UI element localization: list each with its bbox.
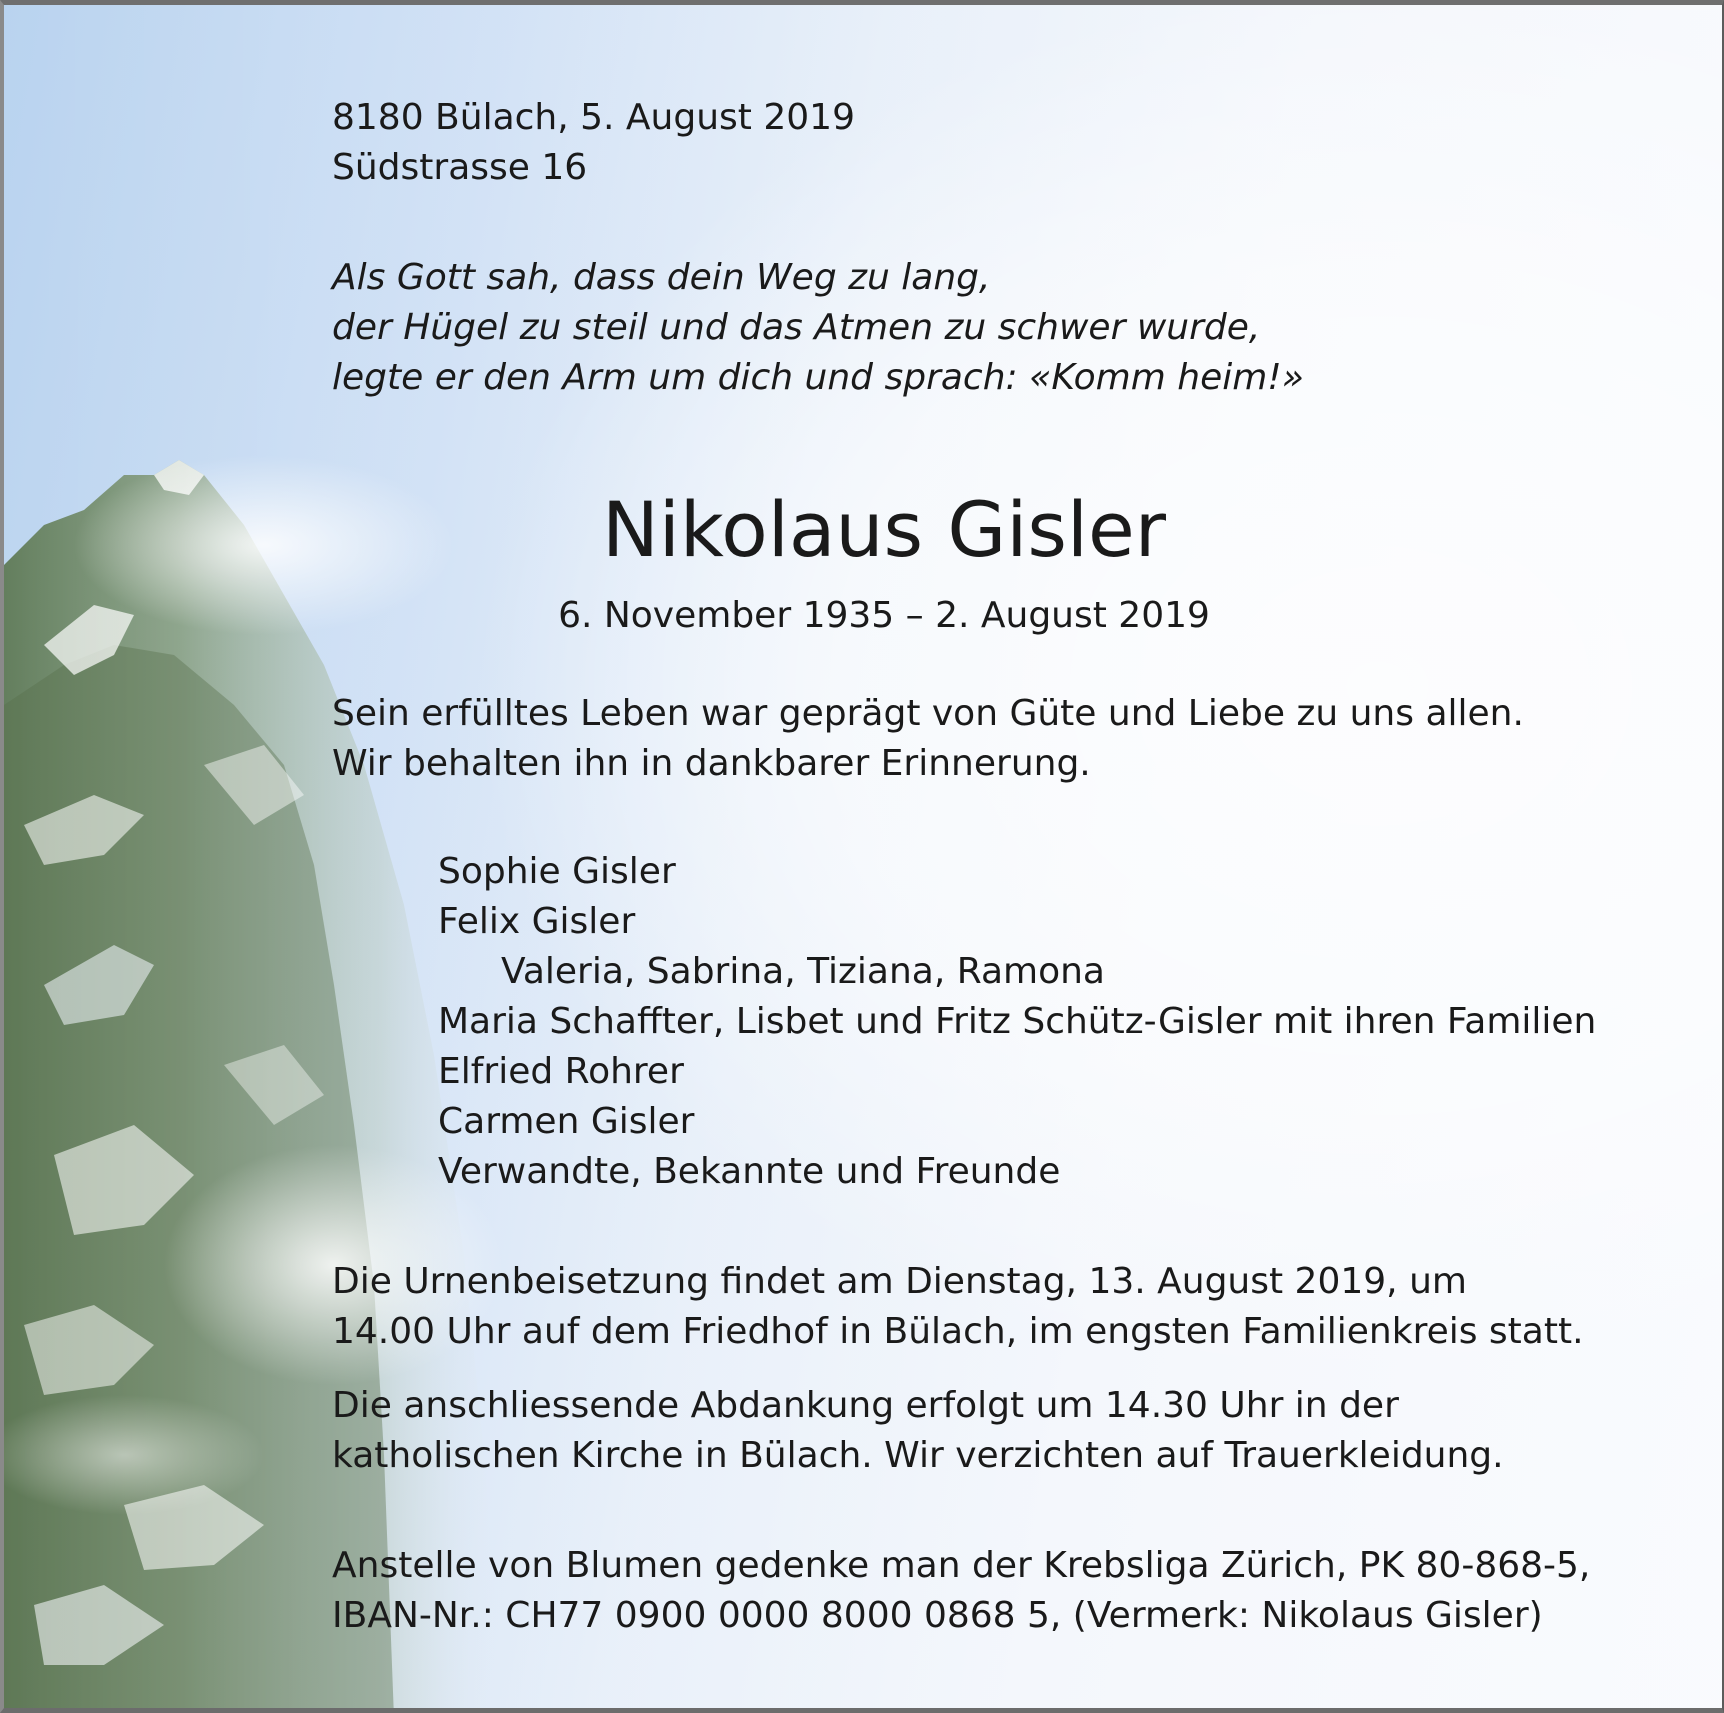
poem-line: Als Gott sah, dass dein Weg zu lang, [332, 257, 991, 298]
burial-info-line: 14.00 Uhr auf dem Friedhof in Bülach, im engsten Familienkreis statt. [332, 1311, 1584, 1352]
mourner-name: Carmen Gisler [438, 1101, 695, 1142]
donation-info-line: IBAN-Nr.: CH77 0900 0000 8000 0868 5, (Vermerk: Nikolaus Gisler) [332, 1595, 1543, 1636]
street-address: Südstrasse 16 [332, 147, 588, 188]
burial-info-line: Die Urnenbeisetzung findet am Dienstag, 13. August 2019, um [332, 1261, 1467, 1302]
poem-line: der Hügel zu steil und das Atmen zu schwer wurde, [332, 307, 1261, 348]
mourner-name: Elfried Rohrer [438, 1051, 684, 1092]
service-info-line: katholischen Kirche in Bülach. Wir verzichten auf Trauerkleidung. [332, 1435, 1504, 1476]
mourner-name: Verwandte, Bekannte und Freunde [438, 1151, 1061, 1192]
donation-info-line: Anstelle von Blumen gedenke man der Krebsliga Zürich, PK 80-868-5, [332, 1545, 1591, 1586]
deceased-name: Nikolaus Gisler [601, 485, 1167, 574]
mourner-name: Felix Gisler [438, 901, 636, 942]
mourner-name: Maria Schaffter, Lisbet und Fritz Schütz-Gisler mit ihren Familien [438, 1001, 1597, 1042]
tribute-line: Sein erfülltes Leben war geprägt von Güte und Liebe zu uns allen. [332, 693, 1524, 734]
mourner-name: Sophie Gisler [438, 851, 676, 892]
place-date: 8180 Bülach, 5. August 2019 [332, 97, 855, 138]
mourner-name: Valeria, Sabrina, Tiziana, Ramona [501, 951, 1105, 992]
poem-line: legte er den Arm um dich und sprach: «Komm heim!» [332, 357, 1304, 398]
service-info-line: Die anschliessende Abdankung erfolgt um 14.30 Uhr in der [332, 1385, 1399, 1426]
tribute-line: Wir behalten ihn in dankbarer Erinnerung. [332, 743, 1091, 784]
life-dates: 6. November 1935 – 2. August 2019 [558, 595, 1210, 636]
notice-content [4, 5, 1724, 1713]
